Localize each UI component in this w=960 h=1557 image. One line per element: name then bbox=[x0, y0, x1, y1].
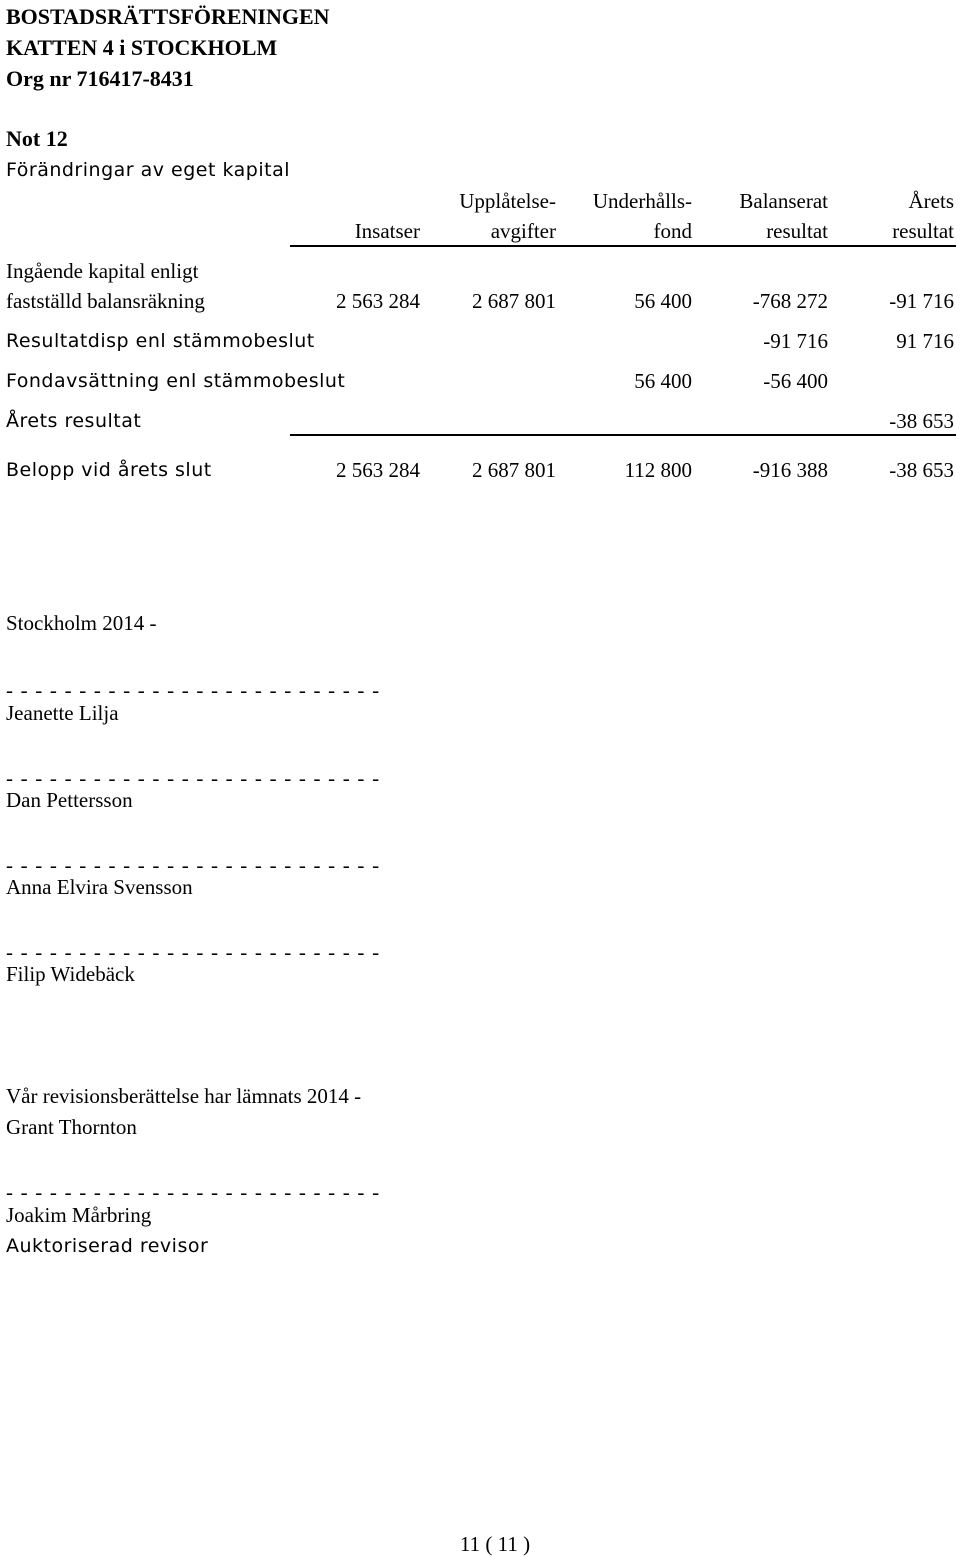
audit-statement: Vår revisionsberättelse har lämnats 2014 - bbox=[6, 1084, 362, 1108]
signature-line: - - - - - - - - - - - - - - - - - - - - - - - - - - bbox=[6, 940, 381, 964]
cell-value: -56 400 bbox=[763, 369, 828, 393]
row-label-cont: fastställd balansräkning bbox=[6, 289, 205, 313]
cell-value: -916 388 bbox=[752, 458, 828, 482]
page-number: 11 ( 11 ) bbox=[459, 1532, 531, 1556]
col-header-underhall-bottom: fond bbox=[653, 219, 692, 243]
col-header-balanserat-bottom: resultat bbox=[766, 219, 828, 243]
org-name-line1: BOSTADSRÄTTSFÖRENINGEN bbox=[6, 4, 330, 29]
auditor-title: Auktoriserad revisor bbox=[6, 1235, 209, 1257]
col-header-underhall-top: Underhålls- bbox=[592, 189, 692, 213]
note-subtitle: Förändringar av eget kapital bbox=[6, 159, 290, 181]
col-header-upplatelse-bottom: avgifter bbox=[490, 219, 556, 243]
signature-line: - - - - - - - - - - - - - - - - - - - - - - - - - - bbox=[6, 853, 381, 877]
row-label: Fondavsättning enl stämmobeslut bbox=[6, 370, 346, 392]
cell-value: 56 400 bbox=[634, 289, 692, 313]
signatory-name: Jeanette Lilja bbox=[6, 701, 119, 725]
row-label: Årets resultat bbox=[6, 410, 142, 432]
audit-firm: Grant Thornton bbox=[6, 1115, 137, 1139]
cell-value: 56 400 bbox=[634, 369, 692, 393]
signatory-name: Filip Widebäck bbox=[6, 962, 135, 986]
signatory-name: Dan Pettersson bbox=[6, 788, 133, 812]
cell-value: -91 716 bbox=[763, 329, 828, 353]
cell-value: -768 272 bbox=[752, 289, 828, 313]
cell-value: 112 800 bbox=[624, 458, 692, 482]
cell-value: 91 716 bbox=[896, 329, 954, 353]
cell-value: 2 563 284 bbox=[336, 289, 420, 313]
total-rule bbox=[290, 434, 956, 436]
cell-value: -91 716 bbox=[889, 289, 954, 313]
note-title: Not 12 bbox=[6, 126, 68, 151]
cell-value: -38 653 bbox=[889, 458, 954, 482]
cell-value: 2 563 284 bbox=[336, 458, 420, 482]
row-label: Resultatdisp enl stämmobeslut bbox=[6, 330, 315, 352]
row-label: Ingående kapital enligt bbox=[6, 259, 199, 283]
col-header-upplatelse-top: Upplåtelse- bbox=[459, 189, 556, 213]
cell-value: -38 653 bbox=[889, 409, 954, 433]
col-header-balanserat-top: Balanserat bbox=[739, 189, 828, 213]
col-header-arets-top: Årets bbox=[908, 189, 954, 213]
org-number: Org nr 716417-8431 bbox=[6, 66, 194, 91]
cell-value: 2 687 801 bbox=[472, 289, 556, 313]
signatory-name: Anna Elvira Svensson bbox=[6, 875, 193, 899]
auditor-signature-line: - - - - - - - - - - - - - - - - - - - - - - - - - - bbox=[6, 1180, 381, 1204]
col-header-insatser: Insatser bbox=[354, 219, 420, 243]
auditor-name: Joakim Mårbring bbox=[6, 1203, 152, 1227]
signature-line: - - - - - - - - - - - - - - - - - - - - - - - - - - bbox=[6, 766, 381, 790]
row-label: Belopp vid årets slut bbox=[6, 459, 212, 481]
header-rule bbox=[290, 245, 956, 247]
place-date: Stockholm 2014 - bbox=[6, 611, 157, 635]
col-header-arets-bottom: resultat bbox=[892, 219, 954, 243]
signature-line: - - - - - - - - - - - - - - - - - - - - - - - - - - bbox=[6, 678, 381, 702]
org-name-line2: KATTEN 4 i STOCKHOLM bbox=[6, 35, 278, 60]
cell-value: 2 687 801 bbox=[472, 458, 556, 482]
